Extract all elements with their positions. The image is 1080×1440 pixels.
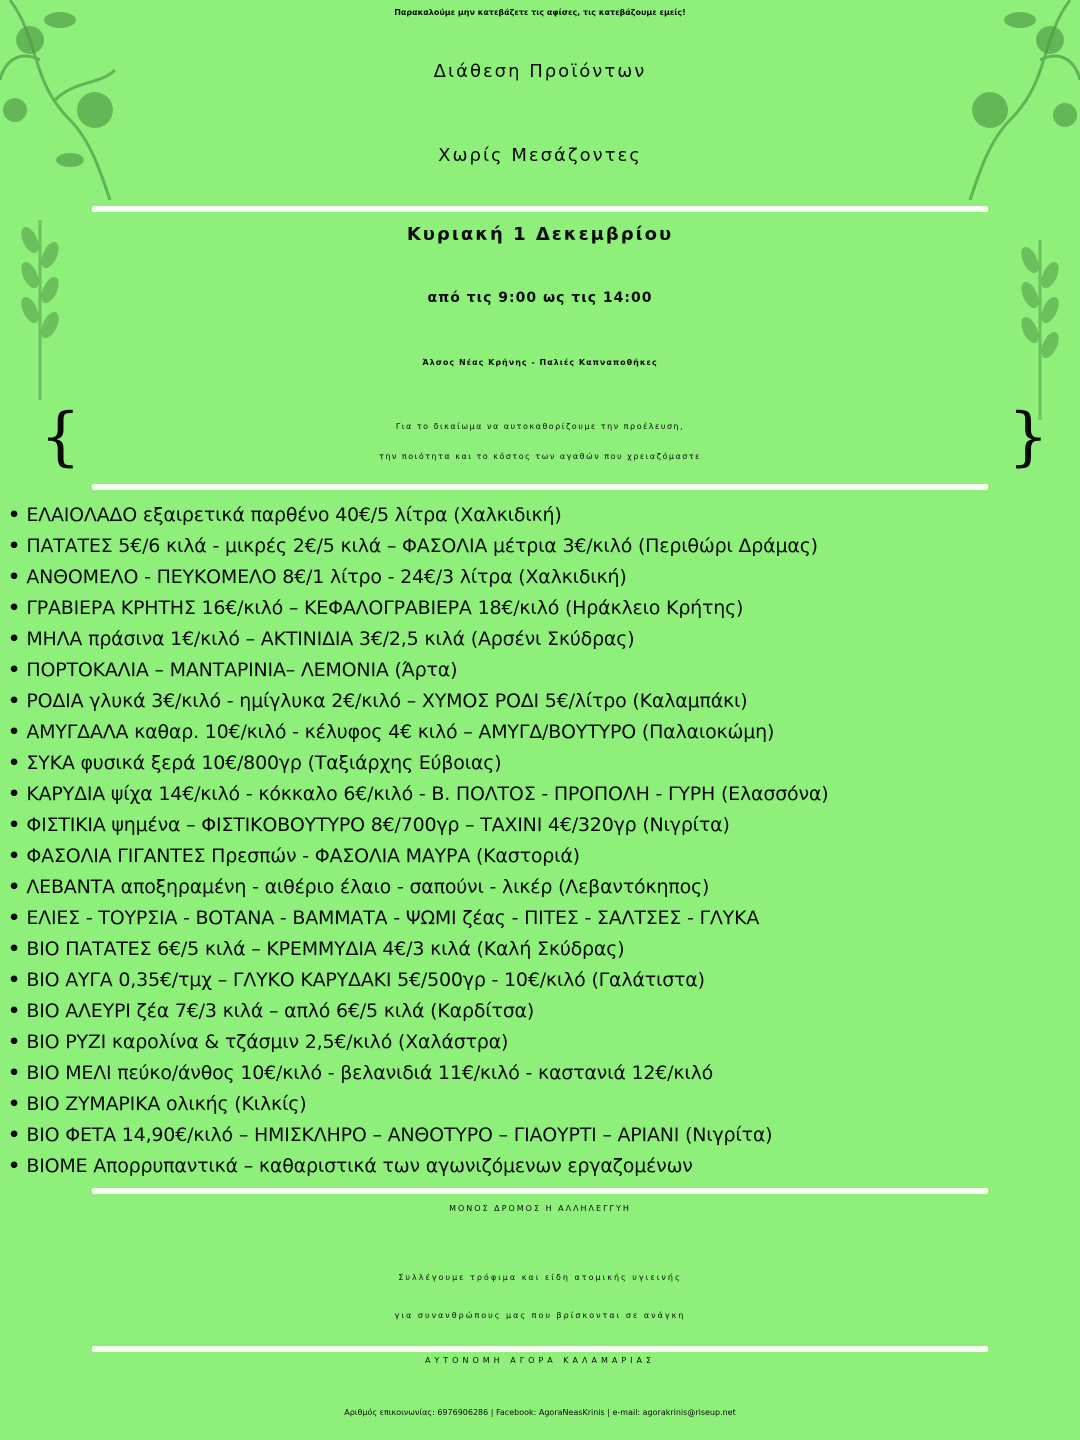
title-line-2: Χωρίς Μεσάζοντες [438, 145, 642, 166]
list-item: • ΓΡΑΒΙΕΡΑ ΚΡΗΤΗΣ 16€/κιλό – ΚΕΦΑΛΟΓΡΑΒΙΕΡΑ 18€/κιλό (Ηράκλειο Κρήτης) [8, 593, 1072, 624]
list-item: • ΒΙΟ ΡΥΖΙ καρολίνα & τζάσμιν 2,5€/κιλό (Χαλάστρα) [8, 1027, 1072, 1058]
list-item: • ΠΟΡΤΟΚΑΛΙΑ – ΜΑΝΤΑΡΙΝΙΑ– ΛΕΜΟΝΙΑ (Άρτα) [8, 655, 1072, 686]
list-item: • ΒΙΟΜΕ Απορρυπαντικά – καθαριστικά των αγωνιζόμενων εργαζομένων [8, 1151, 1072, 1182]
list-item: • ΠΑΤΑΤΕΣ 5€/6 κιλά - μικρές 2€/5 κιλά – ΦΑΣΟΛΙΑ μέτρια 3€/κιλό (Περιθώρι Δράμας) [8, 531, 1072, 562]
list-item: • ΕΛΑΙΟΛΑΔΟ εξαιρετικά παρθένο 40€/5 λίτρα (Χαλκιδική) [8, 500, 1072, 531]
list-item: • ΒΙΟ ΦΕΤΑ 14,90€/κιλό – ΗΜΙΣΚΛΗΡΟ – ΑΝΘΟΤΥΡΟ – ΓΙΑΟΥΡΤΙ – ΑΡΙΑΝΙ (Νιγρίτα) [8, 1120, 1072, 1151]
list-item: • ΕΛΙΕΣ - ΤΟΥΡΣΙΑ - ΒΟΤΑΝΑ - ΒΑΜΜΑΤΑ - ΨΩΜΙ ζέας - ΠΙΤΕΣ - ΣΑΛΤΣΕΣ - ΓΛΥΚΑ [8, 903, 1072, 934]
event-date: Κυριακή 1 Δεκεμβρίου [406, 224, 674, 245]
list-item: • ΒΙΟ ΖΥΜΑΡΙΚΑ ολικής (Κιλκίς) [8, 1089, 1072, 1120]
contact-info: Αριθμός επικοινωνίας: 6976906286 | Facebook: AgoraNeasKrinis | e-mail: agorakrinis@riseup.net [344, 1408, 736, 1417]
poster-notice: Παρακαλούμε μην κατεβάζετε τις αφίσες, τις κατεβάζουμε εμείς! [394, 8, 686, 17]
solidarity-line-2: για συνανθρώπους μας που βρίσκονται σε ανάγκη [394, 1311, 686, 1320]
list-item: • ΒΙΟ ΑΥΓΑ 0,35€/τμχ – ΓΛΥΚΟ ΚΑΡΥΔΑΚΙ 5€/500γρ - 10€/κιλό (Γαλάτιστα) [8, 965, 1072, 996]
list-item: • ΦΙΣΤΙΚΙΑ ψημένα – ΦΙΣΤΙΚΟΒΟΥΤΥΡΟ 8€/700γρ – ΤΑΧΙΝΙ 4€/320γρ (Νιγρίτα) [8, 810, 1072, 841]
event-venue: Άλσος Νέας Κρήνης - Παλιές Καπναποθήκες [422, 358, 658, 367]
list-item: • ΦΑΣΟΛΙΑ ΓΙΓΑΝΤΕΣ Πρεσπών - ΦΑΣΟΛΙΑ ΜΑΥΡΑ (Καστοριά) [8, 841, 1072, 872]
product-list [8, 500, 1072, 1182]
solidarity-slogan: ΜΟΝΟΣ ΔΡΟΜΟΣ Η ΑΛΛΗΛΕΓΓΥΗ [449, 1204, 631, 1213]
list-item: • ΜΗΛΑ πράσινα 1€/κιλό – ΑΚΤΙΝΙΔΙΑ 3€/2,5 κιλά (Αρσένι Σκύδρας) [8, 624, 1072, 655]
manifest-line-1: Για το δικαίωμα να αυτοκαθορίζουμε την προέλευση, [395, 422, 685, 431]
list-item: • ΒΙΟ ΠΑΤΑΤΕΣ 6€/5 κιλά – ΚΡΕΜΜΥΔΙΑ 4€/3 κιλά (Καλή Σκύδρας) [8, 934, 1072, 965]
list-item: • ΛΕΒΑΝΤΑ αποξηραμένη - αιθέριο έλαιο - σαπούνι - λικέρ (Λεβαντόκηπος) [8, 872, 1072, 903]
list-item: • ΒΙΟ ΜΕΛΙ πεύκο/άνθος 10€/κιλό - βελανιδιά 11€/κιλό - καστανιά 12€/κιλό [8, 1058, 1072, 1089]
list-item: • ΚΑΡΥΔΙΑ ψίχα 14€/κιλό - κόκκαλο 6€/κιλό - Β. ΠΟΛΤΟΣ - ΠΡΟΠΟΛΗ - ΓΥΡΗ (Ελασσόνα) [8, 779, 1072, 810]
brace-left: { [40, 400, 81, 474]
manifest-text [0, 412, 1080, 472]
list-item: • ΑΜΥΓΔΑΛΑ καθαρ. 10€/κιλό - κέλυφος 4€ κιλό – ΑΜΥΓΔ/ΒΟΥΤΥΡΟ (Παλαιοκώμη) [8, 717, 1072, 748]
solidarity-line-1: Συλλέγουμε τρόφιμα και είδη ατομικής υγιεινής [398, 1273, 682, 1282]
brace-right: } [1008, 400, 1049, 474]
divider [92, 484, 988, 490]
organization-name: ΑΥΤΟΝΟΜΗ ΑΓΟΡΑ ΚΑΛΑΜΑΡΙΑΣ [424, 1356, 656, 1365]
divider [92, 1188, 988, 1194]
list-item: • ΑΝΘΟΜΕΛΟ - ΠΕΥΚΟΜΕΛΟ 8€/1 λίτρο - 24€/3 λίτρα (Χαλκιδική) [8, 562, 1072, 593]
divider [92, 1346, 988, 1352]
list-item: • ΒΙΟ ΑΛΕΥΡΙ ζέα 7€/3 κιλά – απλό 6€/5 κιλά (Καρδίτσα) [8, 996, 1072, 1027]
event-hours: από τις 9:00 ως τις 14:00 [427, 290, 653, 306]
title-line-1: Διάθεση Προϊόντων [433, 61, 647, 82]
wheat-stalk-icon [1000, 220, 1080, 420]
manifest-line-2: την ποιότητα και το κόστος των αγαθών που χρειαζόμαστε [379, 452, 701, 461]
list-item: • ΡΟΔΙΑ γλυκά 3€/κιλό - ημίγλυκα 2€/κιλό – ΧΥΜΟΣ ΡΟΔΙ 5€/λίτρο (Καλαμπάκι) [8, 686, 1072, 717]
list-item: • ΣΥΚΑ φυσικά ξερά 10€/800γρ (Ταξιάρχης Εύβοιας) [8, 748, 1072, 779]
divider [92, 206, 988, 212]
